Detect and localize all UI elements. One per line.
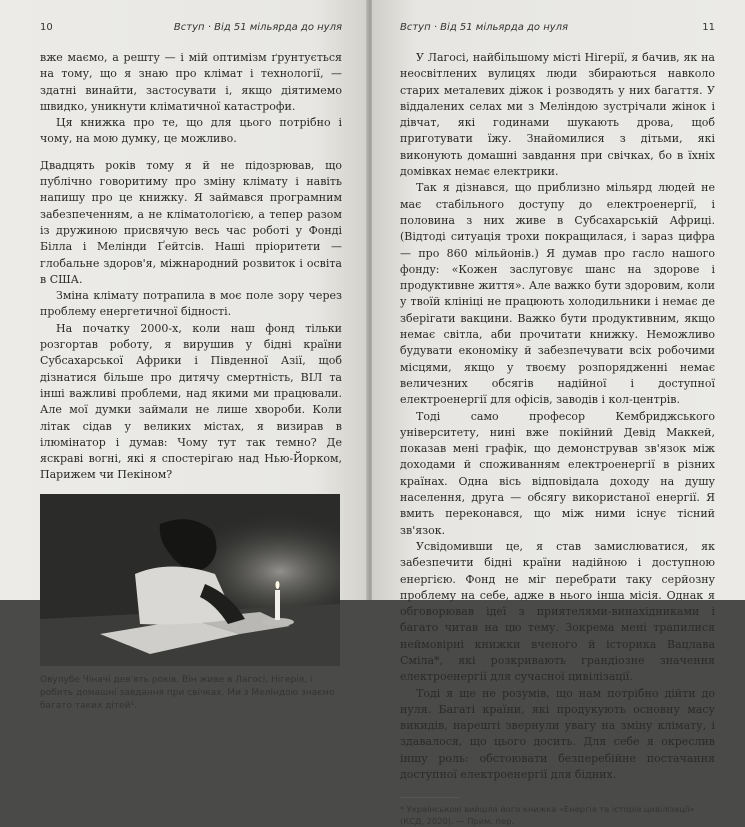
paragraph: Ця книжка про те, що для цього потрібно і чому, на мою думку, це можливо. [40,116,342,146]
page-number-left: 10 [40,22,53,33]
paragraph: Усвідомивши це, я став замислюватися, як забезпечити бідні країни надійною і доступною енергією. Фонд не міг перебрати таку серйозну проблему на себе, адже в нього інша місія. Однак я обговорював ідеї з приятелями-винахідниками і багато читав на цю тему. Зокрема мені трапилися неймовірні книжки вченого й історика Вацлава Сміла*, які розкривають грандіозне значення електроенергії для сучасної цивілізації. [400,539,715,684]
running-head-left: Вступ · Від 51 мільярда до нуля [173,22,342,33]
paragraph: Зміна клімату потрапила в моє поле зору через проблему енергетичної бідності. [40,289,342,319]
paragraph: Тоді само професор Кембриджського університету, нині вже покійний Девід Маккей, показав мені графік, що демонстрував зв'язок між доходами й споживанням електроенергії в різних країнах. Одна вісь відповідала доходу на душу населення, друга — обсягу використаної енергії. Я вмить переконався, що між ними існує тісний зв'язок. [400,409,715,537]
paragraph: Двадцять років тому я й не підозрював, що публічно говоритиму про зміну клімату і навіть напишу про це книжку. Я займався програмним забезпеченням, а не кліматологією, а тепер разом із дружиною присвячую весь час роботі у Фонді Білла і Мелінди Ґейтсів. Наші пріоритети — глобальне здоров'я, міжнародний розвиток і освіта в США. [40,158,342,286]
photo-caption: Овулубе Чіначі дев'ять років. Він живе в Лагосі, Нігерія, і робить домашні завдання при свічках. Ми з Меліндою знаємо багато таких дітей¹. [40,674,335,711]
paragraph: У Лагосі, найбільшому місті Нігерії, я бачив, як на неосвітлених вулицях люди збираються навколо старих металевих діжок і розводять у них багаття. У віддалених селах ми з Меліндою зустрічали жінок і дівчат, які годинами шукають дрова, щоб приготувати їжу. Знайомилися з дітьми, які виконують домашні завдання при свічках, бо в їхніх домівках немає електрики. [400,51,715,179]
running-head-right: Вступ · Від 51 мільярда до нуля [400,22,569,33]
footnote-rule [400,797,460,798]
photo-illustration [40,494,340,666]
footnote: * Українською вийшла його книжка «Енергія та історія цивілізації» (КСД, 2020). — Прим. пер. [400,804,695,827]
left-page-header [40,22,342,38]
photo-boy-reading-by-candle [40,494,340,666]
left-page [0,0,368,711]
right-page-header [400,22,715,38]
right-page-text [400,50,715,783]
right-page [372,0,745,827]
paragraph: На початку 2000-х, коли наш фонд тільки розгортав роботу, я вирушив у бідні країни Субсахарської Африки і Південної Азії, щоб дізнатися більше про дитячу смертність, ВІЛ та інші важливі проблеми, над якими ми працювали. Але мої думки займали не лише хвороби. Коли літак сідав у великих містах, я визирав в ілюмінатор і думав: Чому тут так темно? Де яскраві вогні, які я спостерігаю над Нью-Йорком, Парижем чи Пекіном? [40,321,342,482]
page-number-right: 11 [702,22,715,33]
paragraph: вже маємо, а решту — і мій оптимізм ґрунтується на тому, що я знаю про клімат і технології, — здатні винайти, застосувати і, якщо діятимемо швидко, уникнути кліматичної катастрофи. [40,51,342,113]
left-page-text [40,50,342,484]
paragraph: Так я дізнався, що приблизно мільярд людей не має стабільного доступу до електроенергії, і половина з них живе в Субсахарській Африці. (Відтоді ситуація трохи покращилася, і зараз цифра — про 860 мільйонів.) Я думав про гасло нашого фонду: «Кожен заслуговує шанс на здорове і продуктивне життя». Але важко бути здоровим, коли у твоїй клініці не працюють холодильники і немає де зберігати вакцини. Важко бути продуктивним, якщо немає світла, аби прочитати книжку. Неможливо будувати економіку й забезпечувати всіх робочими місцями, якщо у твоєму розпорядженні немає величезних обсягів надійної і доступної електроенергії для офісів, заводів і кол-центрів. [400,181,715,407]
paragraph: Тоді я ще не розумів, що нам потрібно дійти до нуля. Багаті країни, які продукують основну масу викидів, нарешті звернули увагу на зміну клімату, і здавалося, що цього досить. Для себе я окреслив іншу роль: обстоювати безперебійне постачання доступної електроенергії для бідних. [400,686,715,782]
